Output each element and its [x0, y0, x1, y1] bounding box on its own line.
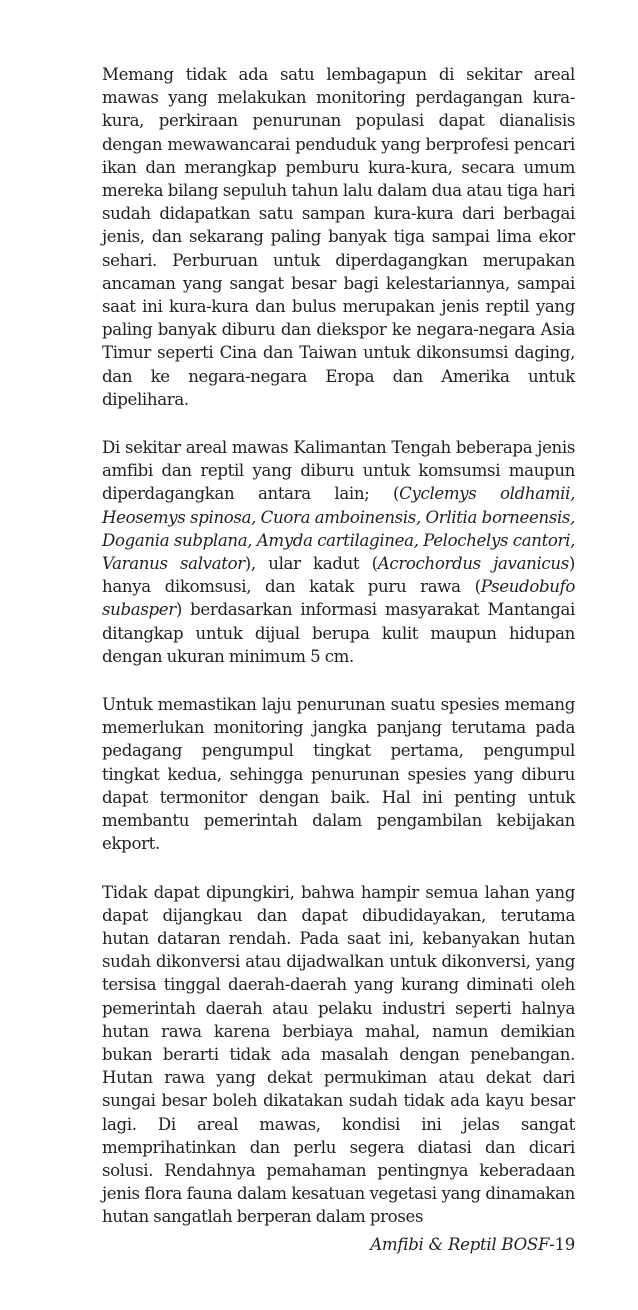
species-name-text: Cyclemys oldhamii, Heosemys spinosa, Cuora amboinensis, Orlitia borneensis, Dogania subplana, Amyda cartilaginea, Pelochelys cantori, Varanus salvator [102, 484, 575, 574]
body-text: Memang tidak ada satu lembagapun di sekitar areal mawas yang melakukan monitoring perdagangan kura-kura, perkiraan penurunan populasi dapat dianalisis dengan mewawancarai penduduk yang berprofesi pencari ikan dan merangkap pemburu kura-kura, secara umum mereka bilang sepuluh tahun lalu dalam dua atau tiga hari sudah didapatkan satu sampan kura-kura dari berbagai jenis, dan sekarang paling banyak tiga sampai lima ekor sehari. Perburuan untuk diperdagangkan merupakan ancaman yang sangat besar bagi kelestariannya, sampai saat ini kura-kura dan bulus merupakan jenis reptil yang paling banyak diburu dan diekspor ke negara-negara Asia Timur seperti Cina dan Taiwan untuk dikonsumsi daging, dan ke negara-negara Eropa dan Amerika untuk dipelihara. [102, 65, 575, 409]
footer-title: Amfibi & Reptil [370, 1235, 497, 1254]
body-text: Untuk memastikan laju penurunan suatu spesies memang memerlukan monitoring jangka panjang terutama pada pedagang pengumpul tingkat pertama, pengumpul tingkat kedua, sehingga penurunan spesies yang diburu dapat termonitor dengan baik. Hal ini penting untuk membantu pemerintah dalam pengambilan kebijakan ekport. [102, 695, 575, 854]
paragraph-1 [102, 63, 575, 411]
document-body [102, 63, 575, 1254]
body-text: Tidak dapat dipungkiri, bahwa hampir semua lahan yang dapat dijangkau dan dapat dibudidayakan, terutama hutan dataran rendah. Pada saat ini, kebanyakan hutan sudah dikonversi atau dijadwalkan untuk dikonversi, yang tersisa tinggal daerah-daerah yang kurang diminati oleh pemerintah daerah atau pelaku industri seperti halnya hutan rawa karena berbiaya mahal, namun demikian bukan berarti tidak ada masalah dengan penebangan. Hutan rawa yang dekat permukiman atau dekat dari sungai besar boleh dikatakan sudah tidak ada kayu besar lagi. Di areal mawas, kondisi ini jelas sangat memprihatinkan dan perlu segera diatasi dan dicari solusi. Rendahnya pemahaman pentingnya keberadaan jenis flora fauna dalam kesatuan vegetasi yang dinamakan hutan sangatlah berperan dalam proses [102, 882, 575, 1227]
footer-publisher: BOSF [501, 1235, 550, 1254]
species-name-text: Pseudobufo subasper [102, 577, 575, 620]
species-name-text: Acrochordus javanicus [377, 554, 569, 574]
body-text: Di sekitar areal mawas Kalimantan Tengah beberapa jenis amfibi dan reptil yang diburu untuk komsumsi maupun diperdagangkan antara lain; ( [102, 438, 575, 504]
body-text: ), ular kadut ( [244, 554, 378, 574]
page-footer [370, 1233, 575, 1256]
body-text: ) hanya dikomsusi, dan katak puru rawa ( [102, 554, 575, 597]
body-text: ) berdasarkan informasi masyarakat Mantangai ditangkap untuk dijual berupa kulit maupun hidupan dengan ukuran minimum 5 cm. [102, 600, 575, 666]
paragraph-3 [102, 693, 575, 855]
footer-page-number: -19 [549, 1235, 575, 1254]
paragraph-4 [102, 881, 575, 1229]
paragraph-2 [102, 436, 575, 668]
